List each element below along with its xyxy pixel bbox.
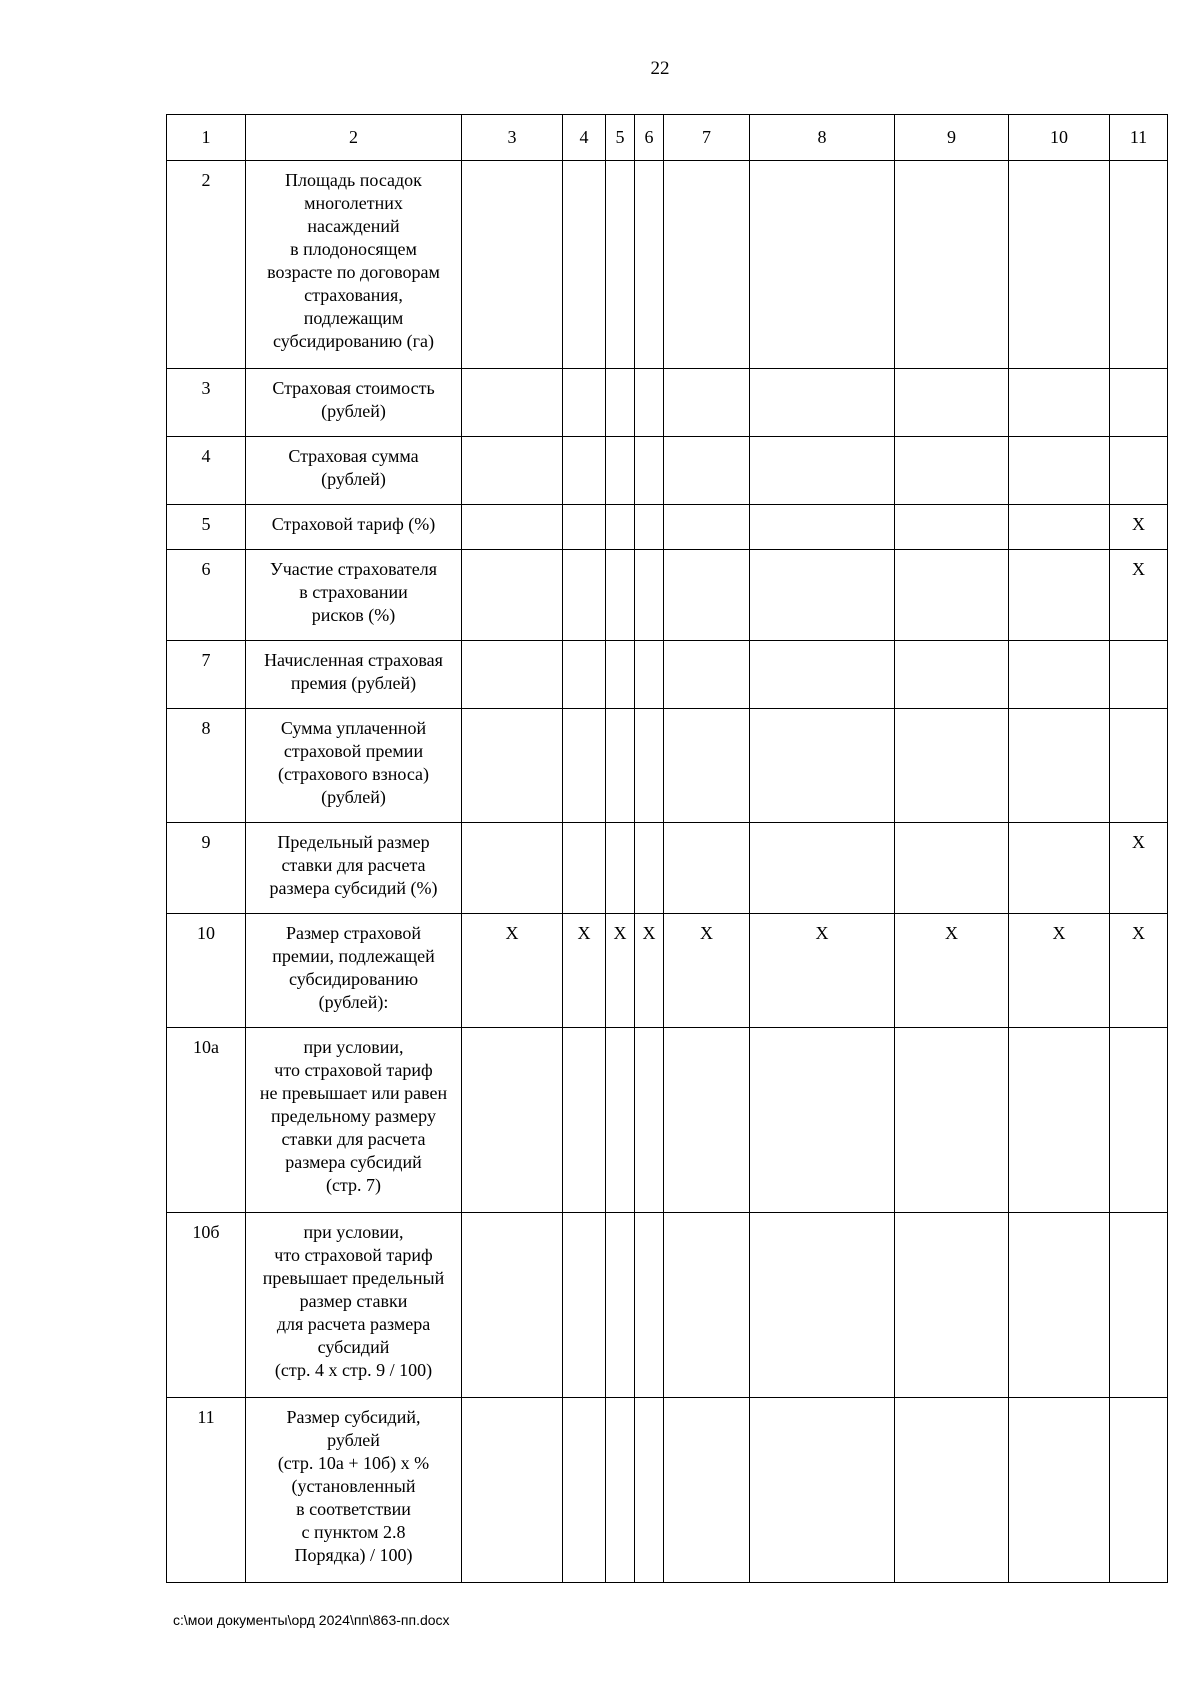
table-cell xyxy=(750,1213,895,1398)
table-cell xyxy=(1009,641,1110,709)
table-cell xyxy=(635,1028,664,1213)
table-cell xyxy=(1110,1398,1168,1583)
row-label: Площадь посадок многолетних насаждений в плодоносящем возрасте по договорам страхования, подлежащим субсидированию (га) xyxy=(246,161,462,369)
table-cell xyxy=(635,437,664,505)
table-row xyxy=(167,1213,1168,1398)
table-cell xyxy=(563,823,606,914)
table-cell xyxy=(1110,437,1168,505)
table-cell xyxy=(750,505,895,550)
table-cell xyxy=(635,1213,664,1398)
table-cell xyxy=(895,641,1009,709)
table-cell xyxy=(750,369,895,437)
table-cell xyxy=(563,1213,606,1398)
table-cell: X xyxy=(1110,505,1168,550)
table-row xyxy=(167,161,1168,369)
table-cell xyxy=(664,1213,750,1398)
column-header: 2 xyxy=(246,115,462,161)
table-cell xyxy=(606,437,635,505)
table-row xyxy=(167,437,1168,505)
row-number: 10б xyxy=(167,1213,246,1398)
table-cell xyxy=(606,709,635,823)
row-number: 10 xyxy=(167,914,246,1028)
table-cell xyxy=(635,709,664,823)
table-body xyxy=(167,161,1168,1583)
row-number: 6 xyxy=(167,550,246,641)
table-cell: X xyxy=(606,914,635,1028)
table-cell xyxy=(563,1398,606,1583)
table-cell xyxy=(462,505,563,550)
table-cell xyxy=(750,823,895,914)
subsidy-calculation-table xyxy=(166,114,1168,1583)
table-cell xyxy=(606,369,635,437)
table-cell xyxy=(1009,161,1110,369)
row-label: при условии, что страховой тариф не превышает или равен предельному размеру ставки для расчета размера субсидий (стр. 7) xyxy=(246,1028,462,1213)
table-cell xyxy=(462,369,563,437)
row-number: 5 xyxy=(167,505,246,550)
table-cell: X xyxy=(750,914,895,1028)
table-cell xyxy=(635,369,664,437)
table-cell xyxy=(606,550,635,641)
table-row xyxy=(167,914,1168,1028)
table-cell xyxy=(606,823,635,914)
table-cell xyxy=(606,1213,635,1398)
page-number: 22 xyxy=(650,58,670,79)
table-cell xyxy=(1009,709,1110,823)
row-label: Сумма уплаченной страховой премии (страхового взноса) (рублей) xyxy=(246,709,462,823)
column-header: 11 xyxy=(1110,115,1168,161)
row-label: Размер страховой премии, подлежащей субсидированию (рублей): xyxy=(246,914,462,1028)
table-cell xyxy=(664,709,750,823)
table-cell xyxy=(563,641,606,709)
table-cell xyxy=(750,161,895,369)
table-cell xyxy=(1110,641,1168,709)
table-cell: X xyxy=(1110,823,1168,914)
column-header: 6 xyxy=(635,115,664,161)
table-cell xyxy=(635,641,664,709)
table-cell xyxy=(750,1398,895,1583)
table-cell: X xyxy=(895,914,1009,1028)
table-cell xyxy=(750,437,895,505)
table-row xyxy=(167,369,1168,437)
table-cell xyxy=(895,505,1009,550)
table-cell xyxy=(462,437,563,505)
table-cell xyxy=(563,161,606,369)
table-cell xyxy=(1110,161,1168,369)
table-cell xyxy=(635,1398,664,1583)
row-label: при условии, что страховой тариф превышает предельный размер ставки для расчета размера субсидий (стр. 4 х стр. 9 / 100) xyxy=(246,1213,462,1398)
table-cell xyxy=(462,641,563,709)
table-cell xyxy=(563,437,606,505)
table-cell xyxy=(563,709,606,823)
table-row xyxy=(167,823,1168,914)
table-row xyxy=(167,1028,1168,1213)
table-cell xyxy=(635,505,664,550)
table-cell xyxy=(1009,1213,1110,1398)
table-cell xyxy=(750,550,895,641)
table-cell: X xyxy=(1110,914,1168,1028)
table-cell xyxy=(563,369,606,437)
table-cell xyxy=(606,1028,635,1213)
table-cell xyxy=(635,823,664,914)
table-row xyxy=(167,505,1168,550)
table-cell xyxy=(462,709,563,823)
row-number: 9 xyxy=(167,823,246,914)
column-number-header-row xyxy=(167,115,1168,161)
table-cell xyxy=(895,437,1009,505)
table-cell xyxy=(1009,437,1110,505)
table-cell xyxy=(462,1028,563,1213)
column-header: 10 xyxy=(1009,115,1110,161)
table-cell xyxy=(664,505,750,550)
table-cell: X xyxy=(1009,914,1110,1028)
table-cell xyxy=(462,161,563,369)
table-cell xyxy=(895,161,1009,369)
row-number: 10а xyxy=(167,1028,246,1213)
row-label: Страховая сумма (рублей) xyxy=(246,437,462,505)
table-cell: X xyxy=(635,914,664,1028)
table-cell: X xyxy=(563,914,606,1028)
column-header: 4 xyxy=(563,115,606,161)
row-label: Размер субсидий, рублей (стр. 10а + 10б) х % (установленный в соответствии с пунктом 2.8 Порядка) / 100) xyxy=(246,1398,462,1583)
table-cell xyxy=(1110,369,1168,437)
table-cell xyxy=(750,709,895,823)
row-label: Участие страхователя в страховании рисков (%) xyxy=(246,550,462,641)
column-header: 8 xyxy=(750,115,895,161)
table-cell xyxy=(1009,550,1110,641)
column-header: 5 xyxy=(606,115,635,161)
table-cell xyxy=(462,1213,563,1398)
table-cell xyxy=(606,641,635,709)
table-cell xyxy=(664,641,750,709)
table-cell xyxy=(1009,823,1110,914)
table-cell xyxy=(895,1028,1009,1213)
column-header: 1 xyxy=(167,115,246,161)
row-number: 11 xyxy=(167,1398,246,1583)
row-number: 7 xyxy=(167,641,246,709)
table-cell xyxy=(750,641,895,709)
table-row xyxy=(167,641,1168,709)
table-cell xyxy=(664,1028,750,1213)
column-header: 3 xyxy=(462,115,563,161)
table-cell xyxy=(635,161,664,369)
row-number: 3 xyxy=(167,369,246,437)
table-cell xyxy=(1009,369,1110,437)
row-label: Страховая стоимость (рублей) xyxy=(246,369,462,437)
table-cell xyxy=(606,505,635,550)
table-cell xyxy=(1110,1028,1168,1213)
table-cell xyxy=(462,550,563,641)
table-cell xyxy=(462,823,563,914)
table-cell xyxy=(664,437,750,505)
table-cell xyxy=(1009,1398,1110,1583)
table-cell xyxy=(895,369,1009,437)
table-cell xyxy=(1110,1213,1168,1398)
table-cell xyxy=(635,550,664,641)
table-cell: X xyxy=(462,914,563,1028)
table-cell xyxy=(895,823,1009,914)
table-cell xyxy=(664,1398,750,1583)
table-cell: X xyxy=(1110,550,1168,641)
table-cell xyxy=(462,1398,563,1583)
table-cell xyxy=(895,550,1009,641)
column-header: 9 xyxy=(895,115,1009,161)
row-label: Страховой тариф (%) xyxy=(246,505,462,550)
file-path-footer: c:\мои документы\орд 2024\пп\863-пп.docx xyxy=(173,1612,450,1628)
table-cell xyxy=(606,1398,635,1583)
row-number: 2 xyxy=(167,161,246,369)
row-number: 4 xyxy=(167,437,246,505)
table-cell xyxy=(895,1213,1009,1398)
table-cell xyxy=(563,1028,606,1213)
table-cell xyxy=(895,1398,1009,1583)
table-row xyxy=(167,550,1168,641)
column-header: 7 xyxy=(664,115,750,161)
table-cell xyxy=(1009,505,1110,550)
table-cell xyxy=(563,550,606,641)
table-cell xyxy=(606,161,635,369)
table-cell xyxy=(1110,709,1168,823)
table-cell xyxy=(1009,1028,1110,1213)
table-row xyxy=(167,1398,1168,1583)
table-cell xyxy=(664,161,750,369)
table-cell xyxy=(664,369,750,437)
table-cell xyxy=(895,709,1009,823)
table-cell xyxy=(664,550,750,641)
row-label: Начисленная страховая премия (рублей) xyxy=(246,641,462,709)
table-cell xyxy=(664,823,750,914)
row-label: Предельный размер ставки для расчета размера субсидий (%) xyxy=(246,823,462,914)
table-cell: X xyxy=(664,914,750,1028)
table-cell xyxy=(563,505,606,550)
table-row xyxy=(167,709,1168,823)
table-cell xyxy=(750,1028,895,1213)
row-number: 8 xyxy=(167,709,246,823)
